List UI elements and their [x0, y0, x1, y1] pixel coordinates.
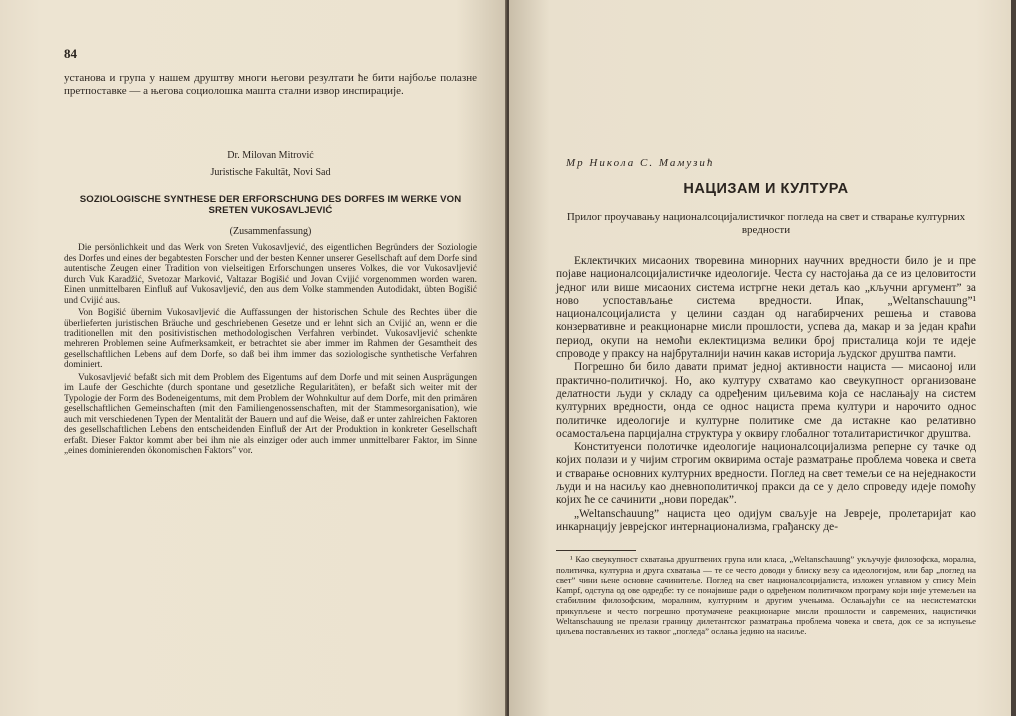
author-name: Dr. Milovan Mitrović	[227, 150, 314, 162]
institution: Juristische Fakultät, Novi Sad	[210, 167, 331, 179]
author-name: Мр Никола С. Мамузић	[566, 157, 715, 169]
article-title: SOZIOLOGISCHE SYNTHESE DER ERFORSCHUNG DES DORFES IM WERKE VON SRETEN VUKOSAVLJEVIĆ	[79, 194, 462, 217]
paragraph: Von Bogišić übernim Vukosavljević die Auffassungen der historischen Schule des Rechtes über die überlieferten juristischen Bräuche und geschriebenen Gesetze und er lehnt sich an Cvijić an, wenn er die traditionellen mit den positivistischen methodologischen Verfahren verbindet. Vukosavljević schenkte mehreren Problemen seine Aufmerksamkeit, er betrachtet sie aber immer im Rahmen der Gesamtheit des gesellschaftlichen Lebens auf dem Dorfe, so daß bei ihm immer das soziologische synthetische Verfahren dominiert.	[64, 308, 477, 371]
footnote: ¹ Као свеукупност схватања друштвених група или класа, „Weltanschauung” укључује филозофска, морална, политичка, културна и друга схватања — те се често доводи у блиску везу са идеологијом, или бар „поглед на свет” чини њене основне сачинитеље. Поглед на свет националсоцијалиста, изложен углавном у спису Mein Kampf, одступа од ове одредбе: ту се понајвише ради о одређеном политичком програму који није утемељен на стабилним филозофским, моралним, културним и другим учењима. Ослањајући се на несистематски прикупљене и често погрешно протумачене реакционарне мисли прошлости и савремених, нацистички Weltanschauung не прелази границу дилетантског разматрања проблема човека и света, док се за испуњење циљева постављених из таквог „погледа” ослања једино на насиље.	[556, 554, 976, 637]
paragraph: Еклектичких мисаоних творевина минорних научних вредности било је и пре појаве националсоцијалистичке идеологије. Честа су настојања да се из целовитости једног или више мисаоних система истргне неки детаљ као „кључни аргумент” за ново успостављање система вредности. Ипак, „Weltanschauung”¹ националсоцијалиста у целини саздан од нагабирчених решења и ставова конзервативне и реакционарне мисли прошлости, успева да, макар и за један краћи период, окупи на немоћи еклектицизма велики број присталица који те идеје спроводе у праксу на најбруталнији начин какав историја људског друштва памти.	[556, 255, 976, 361]
left-page	[0, 0, 507, 716]
opening-text: установа и група у нашем друштву многи његови резултати ће бити најбоље полазне претпоставке — а његова социолошка машта стални извор инспирације.	[64, 72, 477, 98]
right-page	[509, 0, 1016, 716]
page-edge	[1011, 0, 1016, 716]
paragraph: Vukosavljević befaßt sich mit dem Problem des Eigentums auf dem Dorfe und mit seinen Ausprägungen im Laufe der Geschichte (durch spontane und gesetzliche Regularitäten), er befaßt sich weiter mit der Typologie der Form des Bodeneigentums, mit dem Problem der Wohnkultur auf dem Dorfe, mit den primären gesellschaftlichen Gemeinschaften (mit den Familiengenossenschaften, mit der Stammesorganisation), wie auch mit verschiedenen Typen der Mentalität der Bauern und auf die Weise, daß er unter zahlreichen Faktoren des gesellschaftlichen Lebens den entscheidenden Einfluß der Art der Produktion in konkreter Gesellschaft erfaßt. Dieser Faktor kommt aber bei ihm nie als einziger oder auch immer unmittelbarer Faktor, im Sinne „eines dominierenden ökonomischen Faktors” vor.	[64, 372, 477, 457]
footnote-divider	[556, 550, 636, 551]
article-subtitle: Прилог проучавању националсоцијалистичког погледа на свет и стварање културних вредности	[566, 211, 966, 236]
paragraph: Конституенси полотичке идеологије националсоцијализма реперне су тачке од којих полази и у чијим строгим оквирима остаје разматрање проблема човека и света и стварање основних културних вредности. Поглед на свет темељи се на неједнакости људи и на насиљу као дневнополитичкој пракси да се у дело спроведу идеје помоћу којих ће се сачинити „нови поредак”.	[556, 441, 976, 507]
article-title: НАЦИЗАМ И КУЛТУРА	[683, 181, 849, 197]
page-number: 84	[64, 46, 77, 61]
paragraph: „Weltanschauung” нациста цео одијум сваљује на Јевреје, пролетаријат као инкарнацију јеврејског интернационализма, грађанску де-	[556, 507, 976, 533]
summary-label: (Zusammenfassung)	[229, 226, 312, 238]
paragraph: Die persönlichkeit und das Werk von Sreten Vukosavljević, des eigentlichen Begründers der Soziologie des Dorfes und eines der begabtesten Forscher und der besten Kenner unserer Gesellschaft auf dem Dorfe sind autentische Zeugen einer Tradition von vielseitigen Erforschungen unseres Volkes, die vor Vukosavljević durch Vuk Karadžić, Svetozar Marković, Valtazar Bogišić und Jovan Cvijić vorgenommen worden waren. Einen unmittelbaren Einfluß auf Vukosavljević, den aus dem Volke stammenden Autodidakt, übten Bogišić und Cvijić aus.	[64, 243, 477, 306]
paragraph: Погрешно би било давати примат једној активности нациста — мисаоној или практично-политичкој. Но, ако културу схватамо као свеукупност организоване делатности људи у складу са одређеним циљевима која се наслањају на систем културних вредности, онда се однос нациста према култури и нарочито однос политичке идеологије и културне политике сме да истакне као релативно осамостаљена парцијална структура у оквиру глобалног тоталитаристичког друштва.	[556, 361, 976, 440]
